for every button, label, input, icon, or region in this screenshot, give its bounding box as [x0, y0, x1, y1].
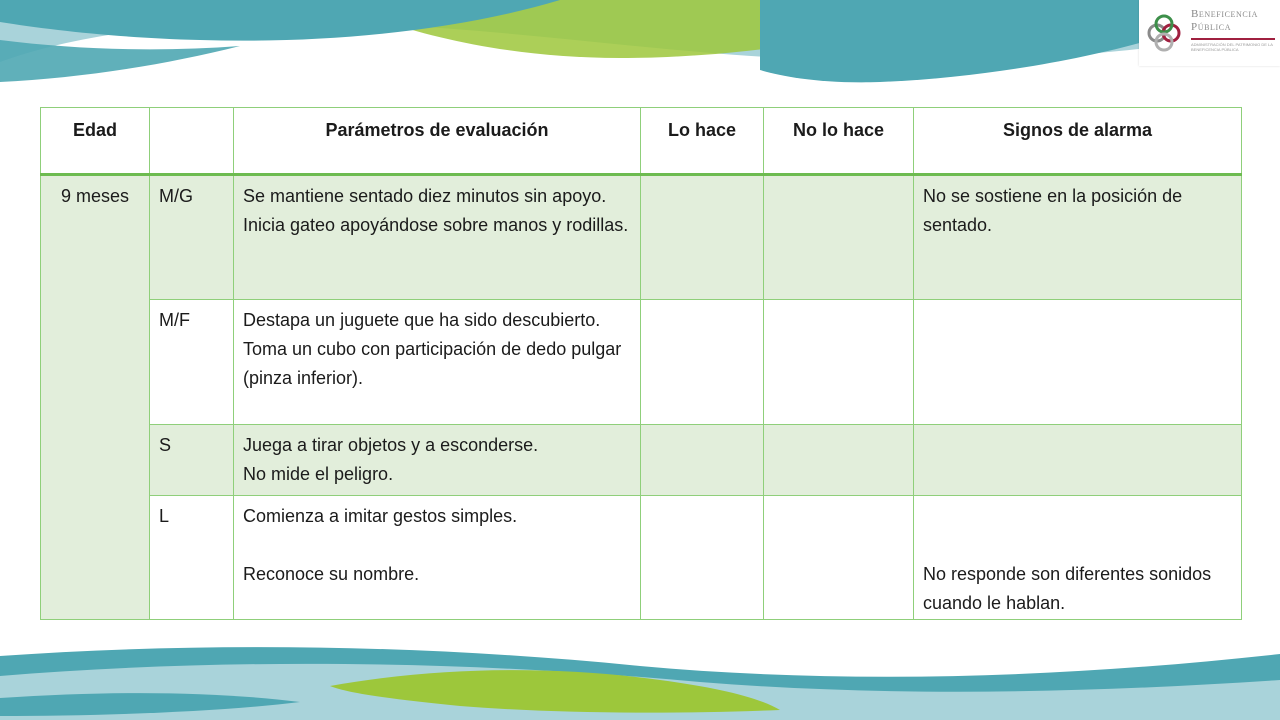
area-cell: L	[150, 496, 234, 620]
age-cell: 9 meses	[41, 175, 150, 620]
table-row	[41, 175, 1242, 300]
parameter-item: Reconoce su nombre.	[243, 564, 420, 584]
does-cell[interactable]	[641, 425, 764, 496]
does-not-cell[interactable]	[764, 175, 914, 300]
logo-subtitle: ADMINISTRACIÓN DEL PATRIMONIO DE LA BENEFICENCIA PÚBLICA	[1191, 42, 1273, 52]
does-cell[interactable]	[641, 300, 764, 425]
parameter-item: Toma un cubo con participación de dedo pulgar (pinza inferior).	[243, 339, 622, 388]
emblem-icon	[1143, 12, 1185, 54]
parameter-item: Destapa un juguete que ha sido descubierto.	[243, 310, 601, 330]
table-row	[41, 425, 1242, 496]
table-header-row	[41, 108, 1242, 175]
does-cell[interactable]	[641, 175, 764, 300]
parameter-item: No mide el peligro.	[243, 464, 394, 484]
beneficencia-logo	[1139, 0, 1280, 66]
spacer	[243, 531, 631, 560]
header-age: Edad	[41, 108, 150, 175]
parameters-cell	[234, 175, 641, 300]
parameters-cell	[234, 300, 641, 425]
table-row	[41, 496, 1242, 620]
header-does: Lo hace	[641, 108, 764, 175]
does-not-cell[interactable]	[764, 496, 914, 620]
table-row	[41, 300, 1242, 425]
logo-rule	[1191, 38, 1275, 40]
logo-title: Beneficencia Pública	[1191, 8, 1258, 33]
does-not-cell[interactable]	[764, 425, 914, 496]
header-area	[150, 108, 234, 175]
parameters-cell	[234, 425, 641, 496]
alarm-cell	[914, 425, 1242, 496]
parameter-item: Se mantiene sentado diez minutos sin apoyo.	[243, 186, 607, 206]
area-cell: M/F	[150, 300, 234, 425]
header-does-not: No lo hace	[764, 108, 914, 175]
parameters-cell	[234, 496, 641, 620]
does-cell[interactable]	[641, 496, 764, 620]
bottom-wave-decoration	[0, 636, 1280, 720]
header-parameters: Parámetros de evaluación	[234, 108, 641, 175]
alarm-cell: No se sostiene en la posición de sentado.	[914, 175, 1242, 300]
parameter-item: Inicia gateo apoyándose sobre manos y rodillas.	[243, 215, 629, 235]
does-not-cell[interactable]	[764, 300, 914, 425]
area-cell: M/G	[150, 175, 234, 300]
parameter-item: Comienza a imitar gestos simples.	[243, 506, 518, 526]
alarm-cell	[914, 300, 1242, 425]
top-wave-decoration	[0, 0, 1280, 100]
parameter-item: Juega a tirar objetos y a esconderse.	[243, 435, 539, 455]
header-alarm-signs: Signos de alarma	[914, 108, 1242, 175]
alarm-cell: No responde son diferentes sonidos cuando le hablan.	[914, 496, 1242, 620]
evaluation-table	[40, 107, 1242, 620]
area-cell: S	[150, 425, 234, 496]
